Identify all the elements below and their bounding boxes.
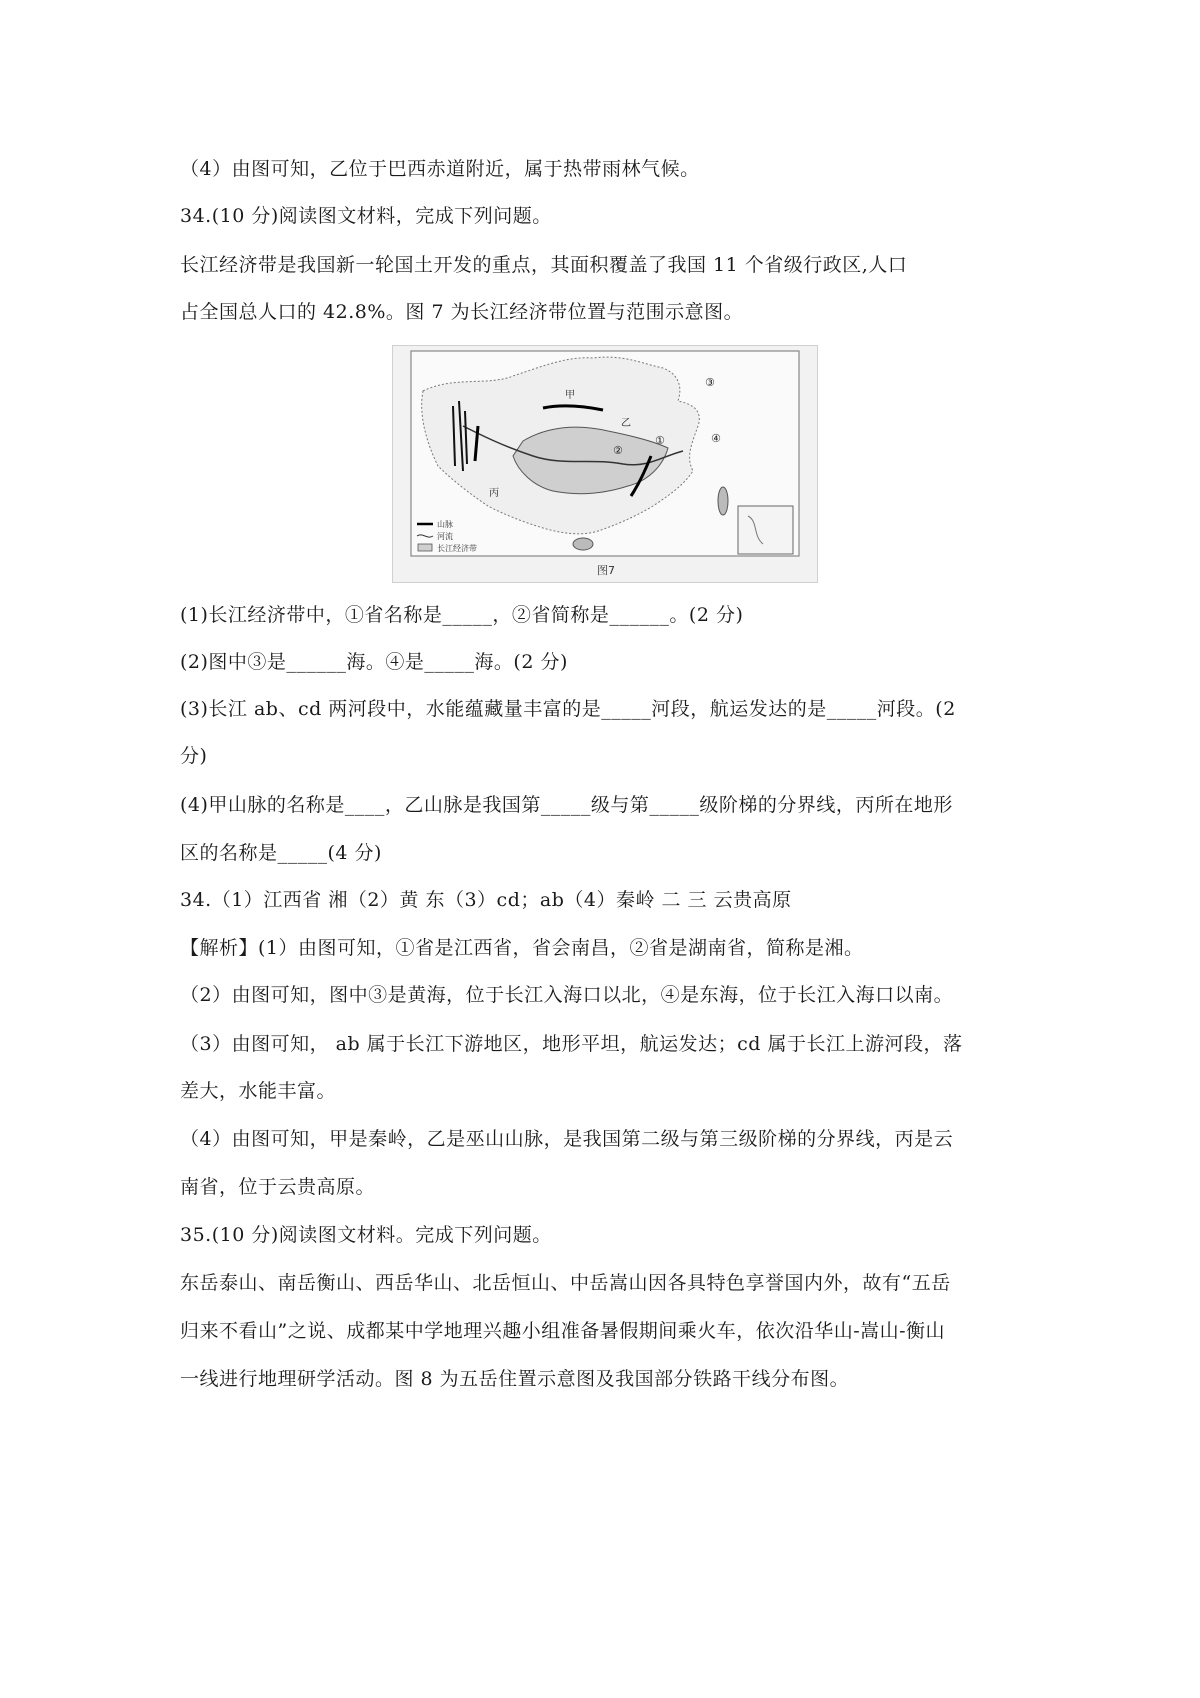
text-line-analysis-2: （2）由图可知，图中③是黄海，位于长江入海口以北，④是东海，位于长江入海口以南。 [180,984,954,1006]
text-line-q34-material-2: 占全国总人口的 42.8%。图 7 为长江经济带位置与范围示意图。 [180,301,744,323]
label-yi: 乙 [621,418,631,429]
text-line-q34-material-1: 长江经济带是我国新一轮国土开发的重点，其面积覆盖了我国 11 个省级行政区,人口 [180,254,908,276]
legend-belt-label: 长江经济带 [437,544,477,553]
text-line-q34-4: (4)甲山脉的名称是____，乙山脉是我国第_____级与第_____级阶梯的分界线，丙所在地形 [180,794,953,816]
legend-river-label: 河流 [437,532,453,541]
text-line-analysis-4-cont: 南省，位于云贵高原。 [180,1176,376,1198]
south-china-sea-inset [738,506,793,554]
taiwan-island [718,487,728,515]
text-line-q34-title: 34.(10 分)阅读图文材料，完成下列问题。 [180,205,552,227]
text-line-q34-2: (2)图中③是______海。④是_____海。(2 分) [180,651,568,673]
figure-7-map [392,345,818,583]
text-line-analysis-3-cont: 差大，水能丰富。 [180,1080,337,1102]
legend-mountain-label: 山脉 [437,520,453,529]
text-line-q34-3-cont: 分) [180,745,208,767]
text-line-q35-title: 35.(10 分)阅读图文材料。完成下列问题。 [180,1224,552,1246]
label-jia: 甲 [565,390,575,401]
text-line-analysis-3: （3）由图可知， ab 属于长江下游地区，地形平坦，航运发达；cd 属于长江上游河段，落 [180,1033,963,1055]
yangtze-economic-belt-map [393,346,817,582]
text-line-q34-1: (1)长江经济带中，①省名称是_____，②省简称是______。(2 分) [180,604,744,626]
text-line-q34-3: (3)长江 ab、cd 两河段中，水能蕴藏量丰富的是_____河段，航运发达的是_____河段。(2 [180,698,956,720]
label-circle-3: ③ [705,376,715,389]
text-line-q35-material-1: 东岳泰山、南岳衡山、西岳华山、北岳恒山、中岳嵩山因各具特色享誉国内外，故有“五岳 [180,1272,951,1294]
text-line-analysis-4: （4）由图可知，甲是秦岭，乙是巫山山脉，是我国第二级与第三级阶梯的分界线，丙是云 [180,1128,954,1150]
text-line-q35-material-3: 一线进行地理研学活动。图 8 为五岳住置示意图及我国部分铁路干线分布图。 [180,1368,850,1390]
figure-caption: 图7 [597,564,615,577]
text-line-answer-34: 34.（1）江西省 湘（2）黄 东（3）cd；ab（4）秦岭 二 三 云贵高原 [180,889,792,911]
label-bing: 丙 [489,488,499,499]
text-line-q34-4-cont: 区的名称是_____(4 分) [180,842,382,864]
label-circle-2: ② [613,444,623,457]
label-circle-4: ④ [711,432,721,445]
legend-belt-icon [418,544,432,551]
label-circle-1: ① [655,434,665,447]
text-line-q35-material-2: 归来不看山”之说、成都某中学地理兴趣小组准备暑假期间乘火车，依次沿华山-嵩山-衡山 [180,1320,946,1342]
hainan-island [573,538,593,550]
text-line-analysis-1: 【解析】(1）由图可知，①省是江西省，省会南昌，②省是湖南省，简称是湘。 [180,937,864,959]
text-line-answer-33-4: （4）由图可知，乙位于巴西赤道附近，属于热带雨林气候。 [180,158,700,180]
